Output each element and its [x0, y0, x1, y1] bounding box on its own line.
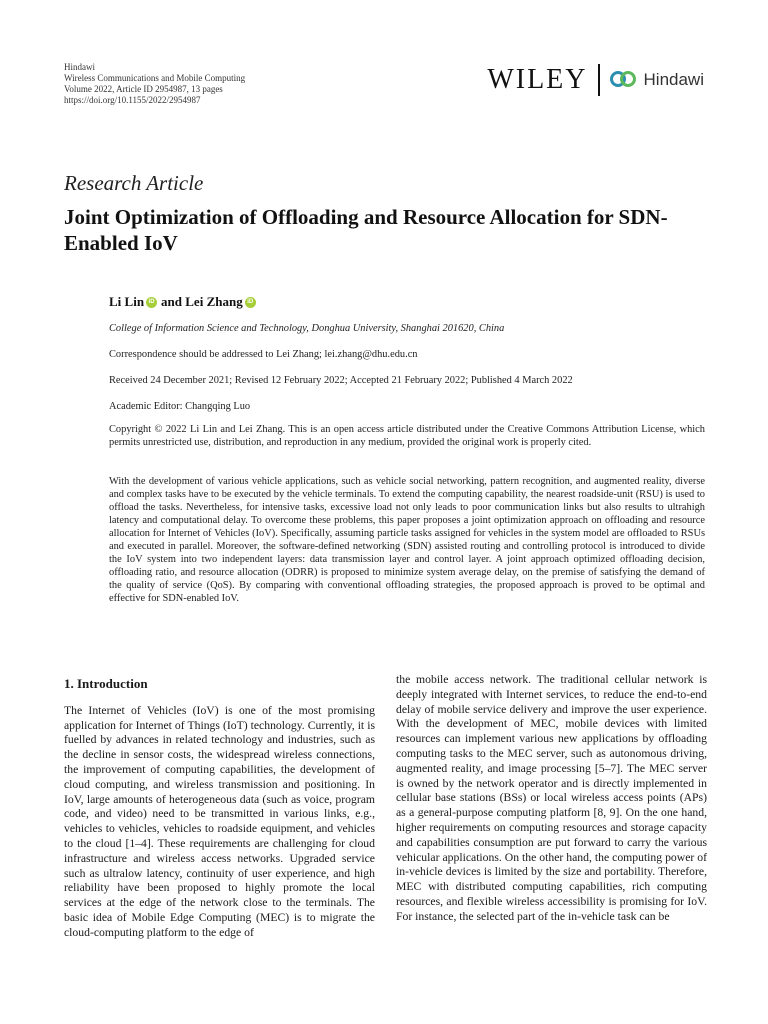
journal-meta — [64, 62, 245, 106]
article-type: Research Article — [64, 171, 204, 195]
author-name[interactable]: Lei Zhang — [185, 294, 243, 309]
orcid-icon[interactable]: iD — [245, 297, 256, 308]
volume-line: Volume 2022, Article ID 2954987, 13 pages — [64, 84, 223, 94]
orcid-icon[interactable]: iD — [146, 297, 157, 308]
publication-dates: Received 24 December 2021; Revised 12 February 2022; Accepted 21 February 2022; Published 4 March 2022 — [109, 375, 573, 386]
section-heading: 1. Introduction — [64, 676, 148, 691]
publisher-logos — [487, 62, 704, 98]
author-connector: and — [161, 294, 183, 309]
hindawi-logo-text: Hindawi — [643, 70, 704, 89]
hindawi-logo-icon — [610, 69, 640, 91]
author-list — [109, 294, 260, 310]
paper-title: Joint Optimization of Offloading and Resource Allocation for SDN-Enabled IoV — [64, 205, 668, 255]
author-name[interactable]: Li Lin — [109, 294, 145, 309]
logo-divider — [598, 64, 600, 96]
body-column-left — [64, 673, 375, 941]
journal-name: Wireless Communications and Mobile Computing — [64, 73, 246, 83]
wiley-logo: WILEY — [487, 64, 588, 95]
paragraph: the mobile access network. The traditional cellular network is deeply integrated with Internet services, to reduce the end-to-end delay of mobile service delivery and improve the user experience. With the development of MEC, mobile devices with limited resources can implement various new applications by offloading computing tasks to the MEC server, such as autonomous driving, augmented reality, and image processing [5–7]. The MEC server is owned by the network operator and is directly implemented in cellular base stations (BSs) or local wireless access points (APs) as a general-purpose computing platform [8, 9]. On the one hand, higher requirements on computing resources and storage capacity and capabilities consumption are put forward to carry the various vehicular applications. On the other hand, the computing power of in-vehicle devices is limited by the size and portability. Therefore, MEC with distributed computing capabilities, rich computing resources, and flexible wireless accessibility is promising for IoV. For instance, the selected part of the in-vehicle task can be — [396, 673, 707, 923]
body-column-right — [396, 673, 707, 925]
abstract: With the development of various vehicle applications, such as vehicle social networking, pattern recognition, and augmented reality, diverse and complex tasks have to be executed by the vehicle terminals. To extend the computing capability, the nearest roadside-unit (RSU) is used to offload the tasks. Nevertheless, for intensive tasks, excessive load not only leads to poor communication links but also results to ultrahigh latency and computational delay. To overcome these problems, this paper proposes a joint optimization approach on offloading and resource allocation for Internet of Vehicles (IoV). Specifically, assuming particle tasks assigned for vehicles in the system model are offloaded to RSUs and executed in parallel. Moreover, the software-defined networking (SDN) assisted routing and controlling protocol is introduced to divide the IoV system into two independent layers: data transmission layer and control layer. A joint approach optimized offloading decision, offloading ratio, and resource allocation (ODRR) is proposed to minimize system average delay, on the premise of satisfying the demand of the quality of service (QoS). By comparing with conventional offloading strategies, the proposed approach is proved to be optimal and effective for SDN-enabled IoV. — [109, 476, 705, 604]
affiliation: College of Information Science and Technology, Donghua University, Shanghai 201620, China — [109, 323, 505, 334]
doi-link[interactable]: https://doi.org/10.1155/2022/2954987 — [64, 95, 201, 105]
publisher-name: Hindawi — [64, 62, 95, 72]
paragraph: The Internet of Vehicles (IoV) is one of the most promising application for Internet of Things (IoT) technology. Currently, it is fuelled by advances in related technology and industries, such as the decline in sensor costs, the widespread wireless connections, the improvement of computing capabilities, the development of cloud computing, and wireless transmission and positioning. In IoV, large amounts of heterogeneous data (such as voice, program code, and video) need to be transmitted in various links, e.g., vehicles to vehicles, vehicles to roadside equipment, and vehicles to the cloud [1–4]. These requirements are challenging for cloud infrastructure and wireless access networks. Upgraded service such as ultralow latency, continuity of user experience, and high reliability have been proposed to highly promote the local services at the edge of the network close to the terminals. The basic idea of Mobile Edge Computing (MEC) is to migrate the cloud-computing platform to the edge of — [64, 703, 375, 939]
copyright-notice: Copyright © 2022 Li Lin and Lei Zhang. This is an open access article distributed under the Creative Commons Attribution License, which permits unrestricted use, distribution, and reproduction in any medium, provided the original work is properly cited. — [109, 424, 705, 448]
academic-editor: Academic Editor: Changqing Luo — [109, 401, 251, 412]
correspondence: Correspondence should be addressed to Lei Zhang; lei.zhang@dhu.edu.cn — [109, 349, 418, 360]
